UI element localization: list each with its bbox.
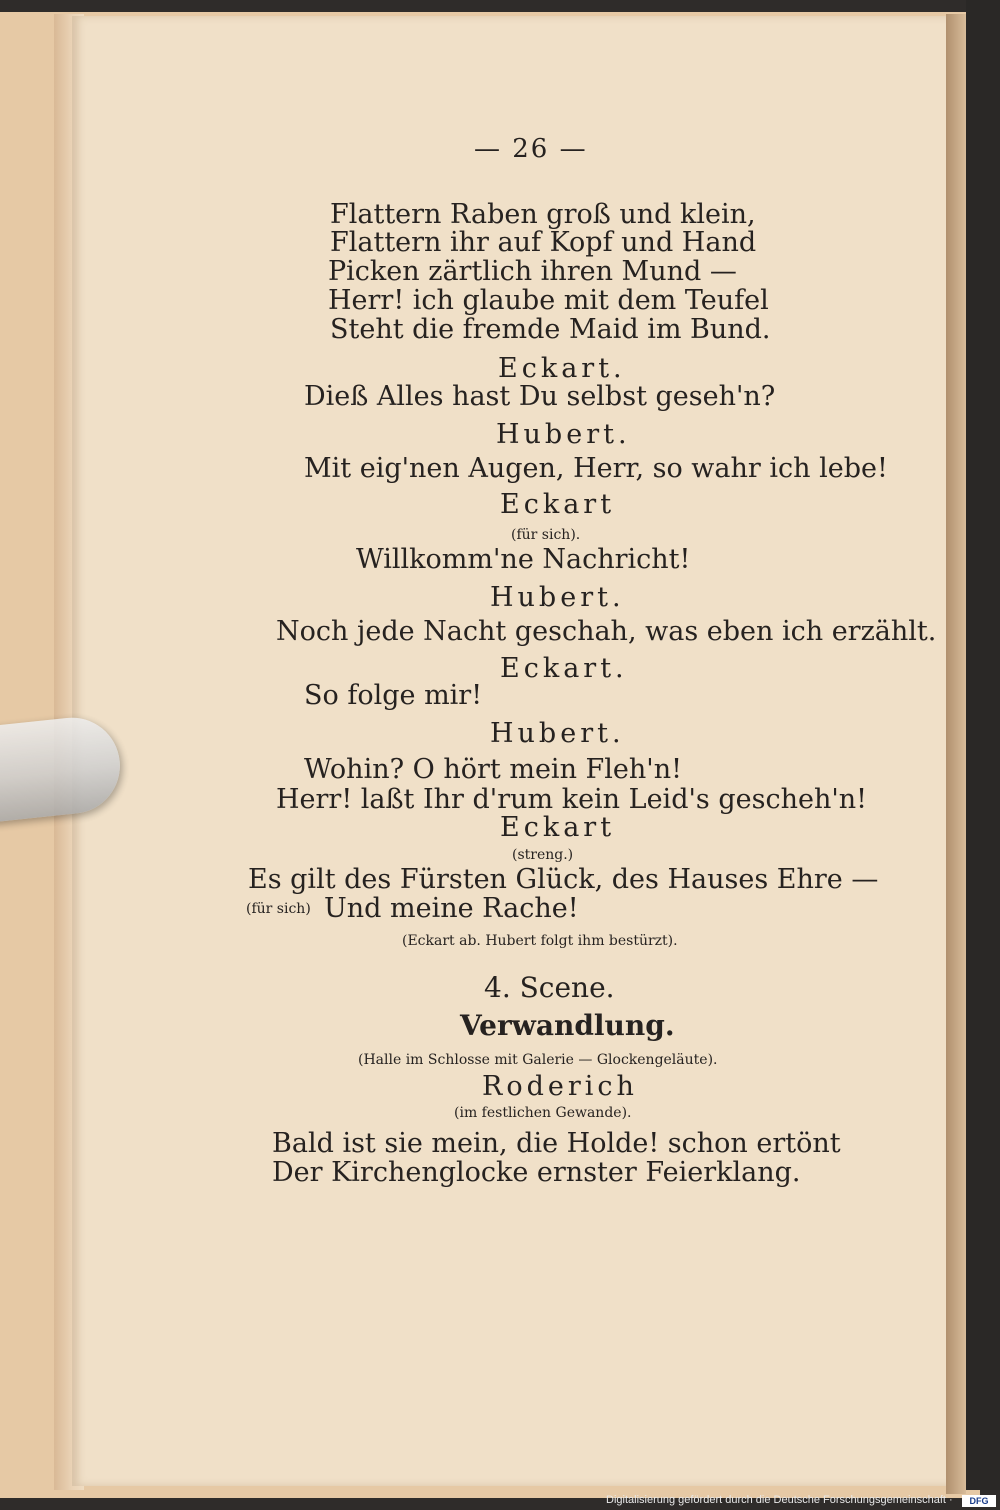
- stage-direction: (streng.): [512, 847, 574, 863]
- scene-title: 4. Scene.: [484, 971, 615, 1004]
- funding-credit: Digitalisierung gefördert durch die Deutsche Forschungsgemeinschaft ·: [606, 1494, 953, 1506]
- verse-line: Es gilt des Fürsten Glück, des Hauses Ehre —: [248, 864, 879, 895]
- page-fold-right: [946, 14, 966, 1494]
- verse-line: Flattern ihr auf Kopf und Hand: [330, 227, 757, 258]
- stage-direction: (für sich).: [511, 527, 581, 543]
- verse-line: Dieß Alles hast Du selbst geseh'n?: [304, 381, 776, 412]
- verse-line: Picken zärtlich ihren Mund —: [328, 256, 737, 287]
- speaker-name: Eckart.: [498, 353, 626, 384]
- verse-line: Steht die fremde Maid im Bund.: [330, 314, 771, 345]
- stage-direction-aside: (für sich): [246, 901, 311, 917]
- speaker-name: Eckart: [500, 489, 616, 520]
- speaker-name: Hubert.: [496, 419, 631, 450]
- verse-line: Herr! laßt Ihr d'rum kein Leid's gescheh'n!: [276, 784, 867, 815]
- verse-line: Mit eig'nen Augen, Herr, so wahr ich lebe!: [304, 453, 888, 484]
- stage-direction: (Eckart ab. Hubert folgt ihm bestürzt).: [402, 933, 678, 949]
- speaker-name: Eckart: [500, 812, 616, 843]
- stage-direction: (Halle im Schlosse mit Galerie — Glockengeläute).: [358, 1052, 718, 1068]
- verse-line: Willkomm'ne Nachricht!: [356, 544, 691, 575]
- scene-heading: Verwandlung.: [460, 1009, 675, 1042]
- speaker-name: Hubert.: [490, 718, 625, 749]
- speaker-name: Roderich: [482, 1071, 638, 1102]
- verse-line: Flattern Raben groß und klein,: [330, 199, 756, 230]
- stage-direction: (im festlichen Gewande).: [454, 1105, 632, 1121]
- verse-line: So folge mir!: [304, 680, 483, 711]
- scanner-border: [966, 0, 1000, 1490]
- verse-line: Bald ist sie mein, die Holde! schon ertönt: [272, 1128, 841, 1159]
- page-number: — 26 —: [474, 134, 588, 164]
- verse-line: Wohin? O hört mein Fleh'n!: [304, 754, 682, 785]
- speaker-name: Hubert.: [490, 582, 625, 613]
- speaker-name: Eckart.: [500, 653, 628, 684]
- verse-line: Herr! ich glaube mit dem Teufel: [328, 285, 769, 316]
- verse-line: Noch jede Nacht geschah, was eben ich erzählt.: [276, 616, 937, 647]
- dfg-logo: DFG: [962, 1495, 996, 1507]
- verse-line: Der Kirchenglocke ernster Feierklang.: [272, 1157, 801, 1188]
- verse-line: Und meine Rache!: [324, 893, 579, 924]
